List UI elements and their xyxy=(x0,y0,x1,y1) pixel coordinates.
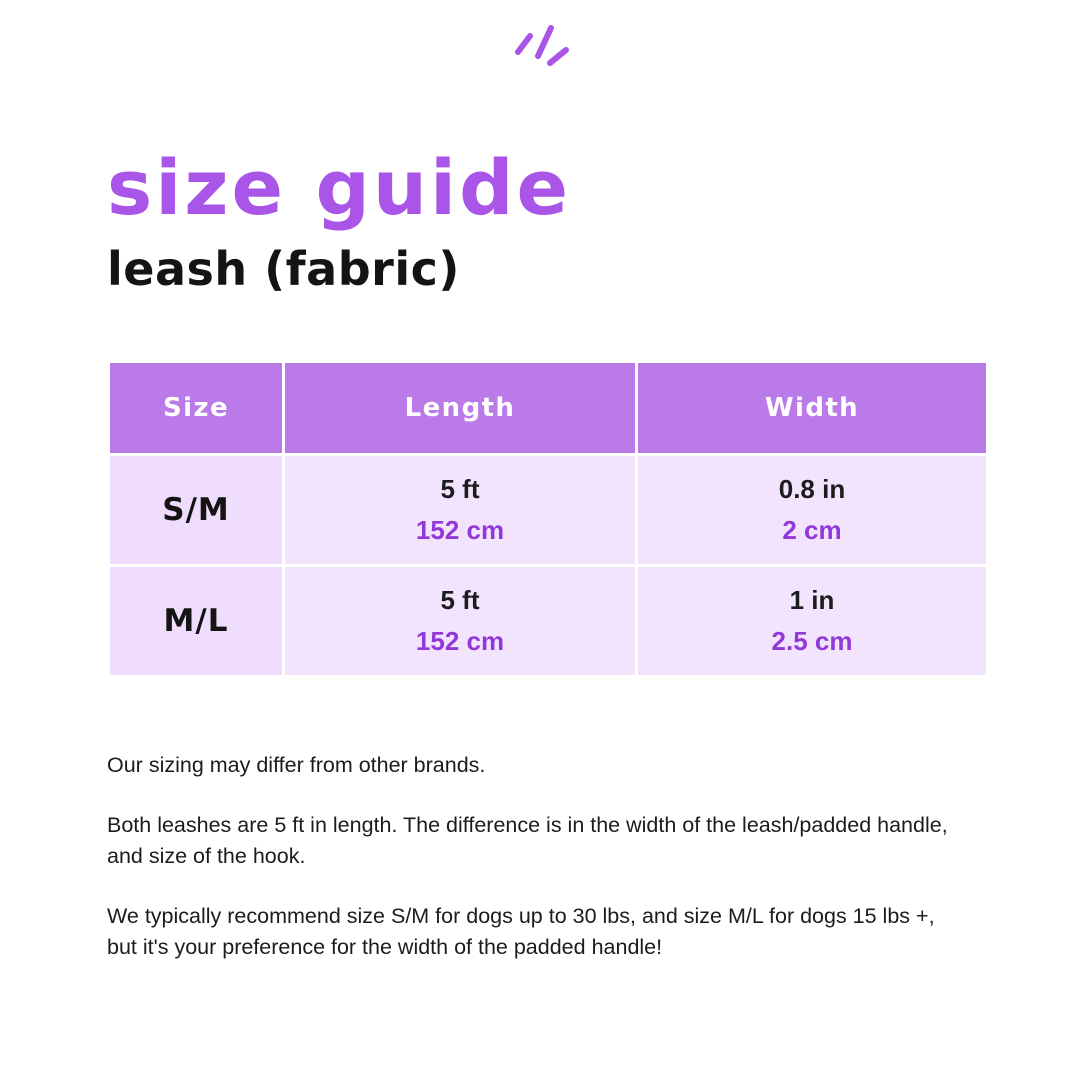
notes-section xyxy=(107,750,967,964)
cell-size: M/L xyxy=(110,567,282,675)
page-title: size guide xyxy=(107,143,572,232)
cell-width xyxy=(638,567,986,675)
column-header-size: Size xyxy=(110,363,282,453)
length-imperial: 5 ft xyxy=(440,585,480,616)
cell-length xyxy=(285,456,635,564)
cell-width xyxy=(638,456,986,564)
table-row xyxy=(110,456,986,564)
cell-length xyxy=(285,567,635,675)
header xyxy=(107,0,973,295)
sparkle-icon xyxy=(505,8,575,78)
width-imperial: 0.8 in xyxy=(778,474,846,505)
table-header-row xyxy=(110,363,986,453)
width-metric: 2 cm xyxy=(782,514,842,545)
size-table xyxy=(107,360,989,678)
column-header-length: Length xyxy=(285,363,635,453)
width-metric: 2.5 cm xyxy=(771,625,853,656)
length-metric: 152 cm xyxy=(415,625,505,656)
column-header-width: Width xyxy=(638,363,986,453)
page-subtitle: leash (fabric) xyxy=(107,242,460,296)
table-row xyxy=(110,567,986,675)
width-imperial: 1 in xyxy=(789,585,835,616)
note-paragraph: Our sizing may differ from other brands. xyxy=(107,752,486,777)
cell-size: S/M xyxy=(110,456,282,564)
length-metric: 152 cm xyxy=(415,514,505,545)
note-paragraph: Both leashes are 5 ft in length. The difference is in the width of the leash/padded handle, and size of the hook. xyxy=(107,812,948,868)
length-imperial: 5 ft xyxy=(440,474,480,505)
note-paragraph: We typically recommend size S/M for dogs up to 30 lbs, and size M/L for dogs 15 lbs +, but it's your preference for the width of the padded handle! xyxy=(107,904,935,960)
